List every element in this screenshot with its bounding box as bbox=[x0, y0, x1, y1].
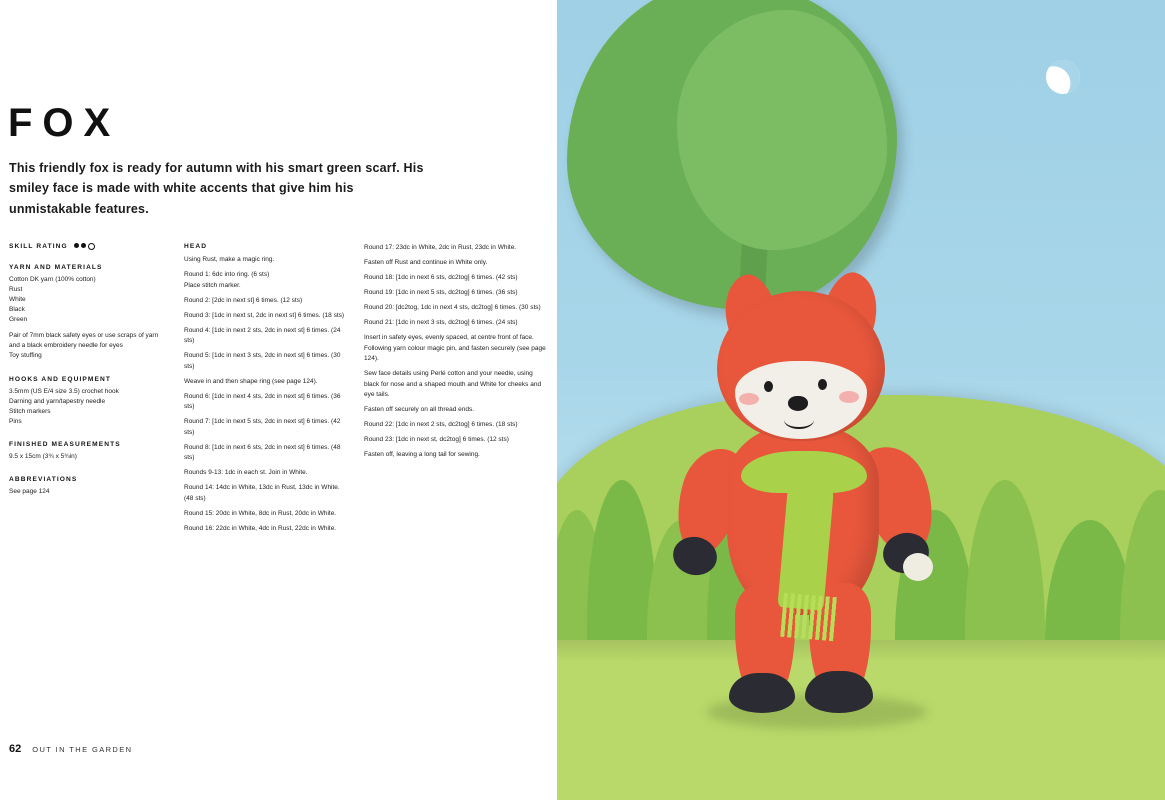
finished-line-0: 9.5 x 15cm (3¾ x 5¾in) bbox=[9, 452, 77, 460]
round-line: Fasten off securely on all thread ends. bbox=[364, 406, 475, 414]
round-line: Round 14: 14dc in White, 13dc in Rust, 13dc in White. (48 sts) bbox=[184, 484, 340, 502]
yarn-line-2: White bbox=[9, 296, 26, 304]
round-line: Fasten off Rust and continue in White only. bbox=[364, 259, 488, 267]
skill-dot-filled bbox=[81, 243, 86, 248]
fox-cheek-left bbox=[739, 393, 759, 405]
round-line: Round 7: [1dc in next 5 sts, 2dc in next st] 6 times. (42 sts) bbox=[184, 418, 341, 436]
head-rounds bbox=[184, 255, 350, 534]
intro-paragraph: This friendly fox is ready for autumn with his smart green scarf. His smiley face is made with white accents that give him his unmistakable features. bbox=[9, 161, 424, 216]
column-materials bbox=[9, 243, 184, 723]
yarn-line-1: Rust bbox=[9, 286, 23, 294]
fox-cheek-right bbox=[839, 391, 859, 403]
fox-mouth bbox=[784, 411, 814, 429]
abbreviations-line-0: See page 124 bbox=[9, 487, 50, 495]
round-line: Round 22: [1dc in next 2 sts, dc2tog] 6 times. (18 sts) bbox=[364, 421, 518, 429]
round-line: Insert in safety eyes, evenly spaced, at centre front of face. Following yarn colour magic pin, and fasten securely (see page 124). bbox=[364, 334, 546, 363]
fox-foot-left bbox=[729, 673, 795, 713]
hooks-line-1: Darning and yarn/tapestry needle bbox=[9, 397, 106, 405]
skill-rating-label: SKILL RATING bbox=[9, 243, 68, 250]
fox-scarf-fringe bbox=[780, 593, 838, 642]
round-line: Round 2: [2dc in next st] 6 times. (12 sts) bbox=[184, 296, 303, 304]
section-name: OUT IN THE GARDEN bbox=[32, 744, 133, 754]
round-line: Round 17: 23dc in White, 2dc in Rust, 23dc in White. bbox=[364, 244, 517, 251]
folio bbox=[9, 743, 132, 755]
round-line: Round 6: [1dc in next 4 sts, 2dc in next st] 6 times. (36 sts) bbox=[184, 392, 341, 411]
fox-eye-left bbox=[764, 381, 773, 392]
skill-dot-empty bbox=[88, 243, 95, 250]
finished-heading: FINISHED MEASUREMENTS bbox=[9, 440, 121, 448]
round-line: Rounds 9-13: 1dc in each st. Join in White. bbox=[184, 469, 308, 477]
yarn-line-3: Black bbox=[9, 306, 25, 314]
yarn-note: Pair of 7mm black safety eyes or use scraps of yarn and a black embroidery needle for eyes bbox=[9, 332, 159, 350]
round-line: Round 4: [1dc in next 2 sts, 2dc in next st] 6 times. (24 sts) bbox=[184, 326, 341, 345]
yarn-heading: YARN AND MATERIALS bbox=[9, 264, 103, 271]
hooks-heading: HOOKS AND EQUIPMENT bbox=[9, 375, 111, 383]
skill-rating-dots bbox=[74, 243, 95, 250]
round-line: Round 20: [dc2tog, 1dc in next 4 sts, dc2tog] 6 times. (30 sts) bbox=[364, 304, 541, 312]
round-line: Round 15: 20dc in White, 8dc in Rust, 20dc in White. bbox=[184, 509, 337, 517]
hooks-line-3: Pins bbox=[9, 417, 22, 425]
round-line: Round 18: [1dc in next 6 sts, dc2tog] 6 times. (42 sts) bbox=[364, 274, 518, 282]
head-rounds-continued bbox=[364, 243, 549, 461]
round-line: Round 1: 6dc into ring. (6 sts) bbox=[184, 271, 270, 279]
fox-foot-right bbox=[805, 671, 873, 713]
skill-rating-row bbox=[9, 243, 170, 250]
fox-nose bbox=[788, 396, 808, 411]
round-line: Fasten off, leaving a long tail for sewing. bbox=[364, 451, 480, 459]
fox-scarf bbox=[741, 451, 867, 493]
fox-photograph bbox=[557, 0, 1165, 800]
yarn-note-2: Toy stuffing bbox=[9, 352, 42, 360]
head-heading: HEAD bbox=[184, 243, 208, 250]
fox-paw-tip bbox=[903, 553, 933, 581]
page-title: FOX bbox=[8, 101, 121, 145]
left-text-page bbox=[0, 0, 557, 800]
round-line: Round 8: [1dc in next 6 sts, 2dc in next st] 6 times. (48 sts) bbox=[184, 443, 341, 462]
crochet-fox-toy bbox=[687, 265, 997, 740]
hooks-line-2: Stitch markers bbox=[9, 407, 51, 415]
round-line: Round 23: [1dc in next st, dc2tog] 6 times. (12 sts) bbox=[364, 436, 509, 444]
column-head-pattern-cont bbox=[364, 243, 549, 723]
page-number: 62 bbox=[9, 743, 22, 755]
yarn-line-4: Green bbox=[9, 316, 28, 324]
round-line: Sew face details using Perlé cotton and your needle, using black for nose and a shaped mouth and White for cheeks and eye tails. bbox=[364, 370, 542, 399]
round-line: Using Rust, make a magic ring. bbox=[184, 256, 275, 263]
column-head-pattern bbox=[184, 243, 364, 723]
round-line: Round 5: [1dc in next 3 sts, 2dc in next st] 6 times. (30 sts) bbox=[184, 352, 341, 370]
pattern-columns bbox=[9, 243, 549, 723]
yarn-line-0: Cotton DK yarn (100% cotton) bbox=[9, 276, 96, 283]
round-line: Round 21: [1dc in next 3 sts, dc2tog] 6 times. (24 sts) bbox=[364, 319, 518, 327]
hooks-line-0: 3.5mm (US E/4 size 3.5) crochet hook bbox=[9, 387, 119, 395]
fox-eye-right bbox=[818, 379, 827, 390]
abbreviations-heading: ABBREVIATIONS bbox=[9, 475, 78, 483]
round-line: Weave in and then shape ring (see page 124). bbox=[184, 377, 318, 385]
round-line: Round 3: [1dc in next st, 2dc in next st] 6 times. (18 sts) bbox=[184, 311, 345, 319]
skill-dot-filled bbox=[74, 243, 79, 248]
round-line: Round 16: 22dc in White, 4dc in Rust, 22dc in White. bbox=[184, 524, 337, 532]
round-line: Place stitch marker. bbox=[184, 281, 241, 289]
round-line: Round 19: [1dc in next 5 sts, dc2tog] 6 times. (36 sts) bbox=[364, 289, 518, 297]
